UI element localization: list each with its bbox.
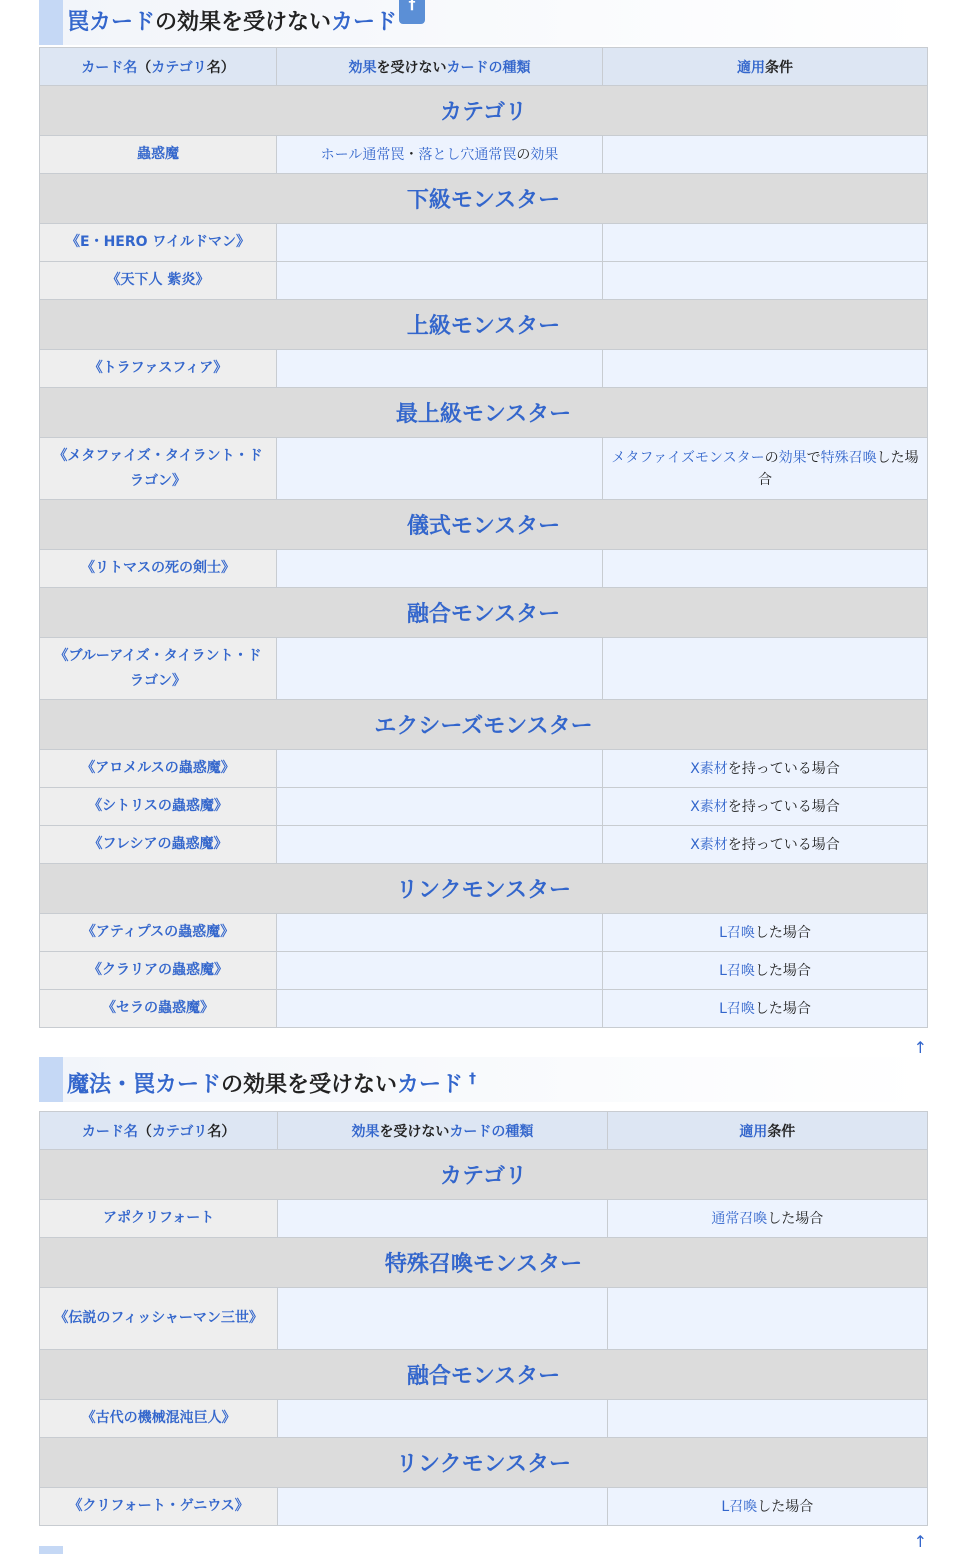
card-name-link[interactable]: 《クリフォート・ゲニウス》 bbox=[40, 1488, 278, 1526]
unaffected-type-cell bbox=[278, 1288, 607, 1350]
category-heading[interactable]: カテゴリ bbox=[40, 86, 928, 136]
wiki-link[interactable]: カテゴリ bbox=[151, 1123, 208, 1140]
wiki-link[interactable]: 適用 bbox=[739, 1123, 768, 1140]
category-row bbox=[40, 174, 928, 224]
card-name-link[interactable]: 《アティプスの蟲惑魔》 bbox=[40, 914, 277, 952]
category-row bbox=[40, 1238, 928, 1288]
spell-trap-immune-table bbox=[39, 1111, 928, 1526]
unaffected-type-cell bbox=[277, 350, 603, 388]
category-heading[interactable]: 儀式モンスター bbox=[40, 500, 928, 550]
wiki-link[interactable]: ホール通常罠 bbox=[320, 146, 405, 163]
table-row bbox=[40, 550, 928, 588]
condition-cell bbox=[603, 262, 928, 300]
back-to-top-link[interactable]: ↑ bbox=[913, 1038, 927, 1057]
text-fragment: の bbox=[516, 146, 531, 163]
table-row bbox=[40, 788, 928, 826]
card-name-link[interactable]: 《メタファイズ・タイラント・ドラゴン》 bbox=[40, 438, 277, 500]
category-heading[interactable]: 融合モンスター bbox=[40, 1350, 928, 1400]
unaffected-type-cell bbox=[277, 990, 603, 1028]
category-heading[interactable]: 融合モンスター bbox=[40, 588, 928, 638]
text-fragment: 名） bbox=[206, 59, 235, 76]
unaffected-type-cell bbox=[277, 788, 603, 826]
unaffected-type-cell bbox=[278, 1488, 607, 1526]
condition-cell bbox=[607, 1488, 927, 1526]
table-row bbox=[40, 350, 928, 388]
text-fragment: 条件 bbox=[765, 59, 793, 76]
card-name-link[interactable]: 《トラファスフィア》 bbox=[40, 350, 277, 388]
unaffected-type-cell bbox=[277, 262, 603, 300]
category-row bbox=[40, 588, 928, 638]
unaffected-type-cell bbox=[277, 136, 603, 174]
table-row bbox=[40, 1400, 928, 1438]
condition-cell bbox=[603, 550, 928, 588]
wiki-link[interactable]: 効果 bbox=[351, 1123, 380, 1140]
text-fragment: 条件 bbox=[767, 1123, 796, 1140]
wiki-link[interactable]: L召喚 bbox=[719, 924, 755, 941]
card-name-link[interactable]: 《天下人 紫炎》 bbox=[40, 262, 277, 300]
wiki-link[interactable]: カードの種類 bbox=[449, 1123, 534, 1140]
table-row bbox=[40, 136, 928, 174]
trap-immune-table bbox=[39, 47, 928, 1028]
table-header-row bbox=[40, 48, 928, 86]
text-fragment: ・ bbox=[404, 146, 419, 163]
card-name-link[interactable]: 《フレシアの蟲惑魔》 bbox=[40, 826, 277, 864]
category-row bbox=[40, 388, 928, 438]
text-fragment: （ bbox=[137, 1123, 152, 1140]
section-title bbox=[67, 1072, 463, 1097]
wiki-link[interactable]: 落とし穴通常罠 bbox=[418, 146, 517, 163]
wiki-link[interactable]: 効果 bbox=[778, 449, 807, 466]
category-row bbox=[40, 864, 928, 914]
card-name-link[interactable]: 《伝説のフィッシャーマン三世》 bbox=[40, 1288, 278, 1350]
unaffected-type-cell bbox=[277, 952, 603, 990]
text-fragment: した場合 bbox=[758, 449, 919, 488]
wiki-link[interactable]: 特殊召喚 bbox=[820, 449, 877, 466]
card-name-link[interactable]: 《リトマスの死の剣士》 bbox=[40, 550, 277, 588]
section-heading-trap-immune bbox=[39, 0, 927, 45]
header-unaffected-type bbox=[277, 48, 603, 86]
card-name-link[interactable]: 《シトリスの蟲惑魔》 bbox=[40, 788, 277, 826]
text-fragment: した場合 bbox=[757, 1498, 814, 1515]
wiki-link[interactable]: L召喚 bbox=[721, 1498, 758, 1515]
wiki-link[interactable]: L召喚 bbox=[719, 1000, 755, 1017]
section-title bbox=[67, 10, 397, 35]
unaffected-type-cell bbox=[278, 1200, 607, 1238]
wiki-link[interactable]: カードの種類 bbox=[446, 59, 531, 76]
text-fragment: の bbox=[764, 449, 779, 466]
wiki-link[interactable]: カード名 bbox=[81, 1123, 138, 1140]
text-fragment: した場合 bbox=[754, 924, 811, 941]
category-heading[interactable]: カテゴリ bbox=[40, 1150, 928, 1200]
category-heading[interactable]: 最上級モンスター bbox=[40, 388, 928, 438]
unaffected-type-cell bbox=[277, 826, 603, 864]
condition-cell bbox=[607, 1288, 927, 1350]
wiki-link[interactable]: 魔法・罠カード bbox=[67, 1072, 222, 1098]
card-name-link[interactable]: 《アロメルスの蟲惑魔》 bbox=[40, 750, 277, 788]
condition-cell bbox=[607, 1400, 927, 1438]
card-name-link[interactable]: 《クラリアの蟲惑魔》 bbox=[40, 952, 277, 990]
category-heading[interactable]: リンクモンスター bbox=[40, 864, 928, 914]
unaffected-type-cell bbox=[277, 224, 603, 262]
table-row bbox=[40, 990, 928, 1028]
table-header-row bbox=[40, 1112, 928, 1150]
unaffected-type-cell bbox=[277, 638, 603, 700]
dagger-link-icon[interactable]: † bbox=[469, 1071, 477, 1087]
category-row bbox=[40, 1150, 928, 1200]
wiki-link[interactable]: X素材 bbox=[690, 760, 728, 777]
text-fragment: を持っている場合 bbox=[727, 836, 840, 853]
table-row bbox=[40, 952, 928, 990]
wiki-link[interactable]: 罠カード bbox=[67, 10, 156, 35]
category-row bbox=[40, 500, 928, 550]
wiki-link[interactable]: カード bbox=[397, 1072, 464, 1098]
condition-cell bbox=[603, 224, 928, 262]
card-name-link[interactable]: 蟲惑魔 bbox=[40, 136, 277, 174]
table-row bbox=[40, 1488, 928, 1526]
wiki-link[interactable]: X素材 bbox=[690, 798, 728, 815]
text-fragment: を持っている場合 bbox=[727, 760, 840, 777]
dagger-link-icon[interactable]: † bbox=[399, 0, 425, 24]
table-row bbox=[40, 1200, 928, 1238]
table-row bbox=[40, 438, 928, 500]
category-heading[interactable]: 特殊召喚モンスター bbox=[40, 1238, 928, 1288]
category-heading[interactable]: 上級モンスター bbox=[40, 300, 928, 350]
wiki-link[interactable]: L召喚 bbox=[719, 962, 755, 979]
header-unaffected-type bbox=[278, 1112, 607, 1150]
text-fragment: で bbox=[806, 449, 821, 466]
category-row bbox=[40, 1438, 928, 1488]
text-fragment: を持っている場合 bbox=[727, 798, 840, 815]
condition-cell bbox=[603, 914, 928, 952]
card-name-link[interactable]: 《古代の機械混沌巨人》 bbox=[40, 1400, 278, 1438]
header-card-name bbox=[40, 1112, 278, 1150]
condition-cell bbox=[603, 750, 928, 788]
unaffected-type-cell bbox=[277, 914, 603, 952]
text-fragment: を受けない bbox=[376, 59, 447, 76]
unaffected-type-cell bbox=[277, 750, 603, 788]
unaffected-type-cell bbox=[278, 1400, 607, 1438]
table-row bbox=[40, 750, 928, 788]
wiki-link[interactable]: カード名 bbox=[81, 59, 138, 76]
condition-cell bbox=[603, 990, 928, 1028]
category-row bbox=[40, 300, 928, 350]
table-row bbox=[40, 262, 928, 300]
condition-cell bbox=[603, 136, 928, 174]
condition-cell bbox=[603, 952, 928, 990]
text-fragment: を受けない bbox=[379, 1123, 450, 1140]
text-fragment: した場合 bbox=[754, 962, 811, 979]
wiki-link[interactable]: 効果 bbox=[530, 146, 559, 163]
category-heading[interactable]: リンクモンスター bbox=[40, 1438, 928, 1488]
card-name-link[interactable]: 《ブルーアイズ・タイラント・ドラゴン》 bbox=[40, 638, 277, 700]
card-name-link[interactable]: アポクリフォート bbox=[40, 1200, 278, 1238]
table-row bbox=[40, 638, 928, 700]
text-fragment: の効果を受けない bbox=[221, 1072, 398, 1098]
wiki-link[interactable]: カテゴリ bbox=[151, 59, 207, 76]
condition-cell bbox=[603, 438, 928, 500]
condition-cell bbox=[603, 350, 928, 388]
wiki-link[interactable]: X素材 bbox=[690, 836, 728, 853]
wiki-link[interactable]: 適用 bbox=[737, 59, 765, 76]
back-to-top-link[interactable]: ↑ bbox=[913, 1532, 927, 1551]
condition-cell bbox=[603, 638, 928, 700]
text-fragment: の効果を受けない bbox=[155, 10, 332, 35]
header-condition bbox=[607, 1112, 927, 1150]
table-row bbox=[40, 914, 928, 952]
table-row bbox=[40, 1288, 928, 1350]
condition-cell bbox=[607, 1200, 927, 1238]
text-fragment: した場合 bbox=[767, 1210, 824, 1227]
text-fragment: した場合 bbox=[754, 1000, 811, 1017]
next-section-heading-stub bbox=[39, 1546, 63, 1554]
card-name-link[interactable]: 《セラの蟲惑魔》 bbox=[40, 990, 277, 1028]
wiki-link[interactable]: 効果 bbox=[348, 59, 377, 76]
unaffected-type-cell bbox=[277, 550, 603, 588]
condition-cell bbox=[603, 788, 928, 826]
unaffected-type-cell bbox=[277, 438, 603, 500]
wiki-link[interactable]: メタファイズモンスター bbox=[611, 449, 765, 466]
card-name-link[interactable]: 《E・HERO ワイルドマン》 bbox=[40, 224, 277, 262]
wiki-link[interactable]: 通常召喚 bbox=[711, 1210, 768, 1227]
category-row bbox=[40, 1350, 928, 1400]
category-heading[interactable]: エクシーズモンスター bbox=[40, 700, 928, 750]
text-fragment: （ bbox=[137, 59, 152, 76]
table-row bbox=[40, 224, 928, 262]
category-row bbox=[40, 86, 928, 136]
category-row bbox=[40, 700, 928, 750]
category-heading[interactable]: 下級モンスター bbox=[40, 174, 928, 224]
text-fragment: 名） bbox=[207, 1123, 236, 1140]
section-heading-spell-trap-immune bbox=[39, 1057, 927, 1102]
table-row bbox=[40, 826, 928, 864]
header-condition bbox=[603, 48, 928, 86]
wiki-link[interactable]: カード bbox=[331, 10, 398, 35]
header-card-name bbox=[40, 48, 277, 86]
condition-cell bbox=[603, 826, 928, 864]
